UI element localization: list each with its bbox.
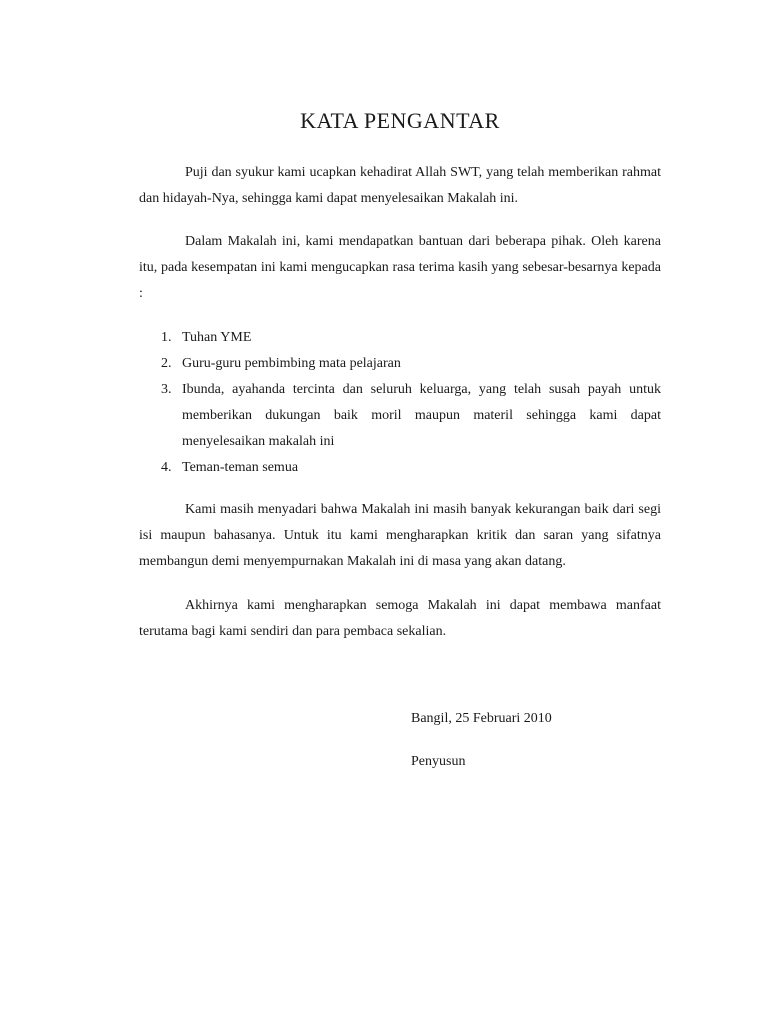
list-item-number: 4. xyxy=(161,460,172,475)
signature-author: Penyusun xyxy=(411,754,466,769)
list-item-text: Tuhan YME xyxy=(182,330,252,345)
list-item xyxy=(139,351,661,377)
paragraph-closing: Akhirnya kami mengharapkan semoga Makalah ini dapat membawa manfaat terutama bagi kami sendiri dan para pembaca sekalian. xyxy=(139,598,661,639)
paragraph-intro: Puji dan syukur kami ucapkan kehadirat Allah SWT, yang telah memberikan rahmat dan hidayah-Nya, sehingga kami dapat menyelesaikan Makalah ini. xyxy=(139,165,661,206)
signature-place-date: Bangil, 25 Februari 2010 xyxy=(411,711,552,726)
list-item-number: 3. xyxy=(161,382,172,397)
paragraph-shortcomings: Kami masih menyadari bahwa Makalah ini masih banyak kekurangan baik dari segi isi maupun bahasanya. Untuk itu kami mengharapkan kritik dan saran yang sifatnya membangun demi menyempurnakan Makalah ini di masa yang akan datang. xyxy=(139,502,661,569)
list-item-text: Guru-guru pembimbing mata pelajaran xyxy=(182,356,401,371)
list-item-text: Ibunda, ayahanda tercinta dan seluruh keluarga, yang telah susah payah untuk memberikan dukungan baik moril maupun materil sehingga kami dapat menyelesaikan makalah ini xyxy=(182,382,661,449)
list-item xyxy=(139,325,661,351)
list-item-text: Teman-teman semua xyxy=(182,460,299,475)
list-item-number: 2. xyxy=(161,356,172,371)
thanks-list xyxy=(139,325,661,481)
list-item-number: 1. xyxy=(161,330,172,345)
list-item xyxy=(139,377,661,455)
list-item xyxy=(139,455,661,481)
page-title: KATA PENGANTAR xyxy=(300,108,500,133)
paragraph-thanks: Dalam Makalah ini, kami mendapatkan bantuan dari beberapa pihak. Oleh karena itu, pada kesempatan ini kami mengucapkan rasa terima kasih yang sebesar-besarnya kepada : xyxy=(139,234,661,301)
